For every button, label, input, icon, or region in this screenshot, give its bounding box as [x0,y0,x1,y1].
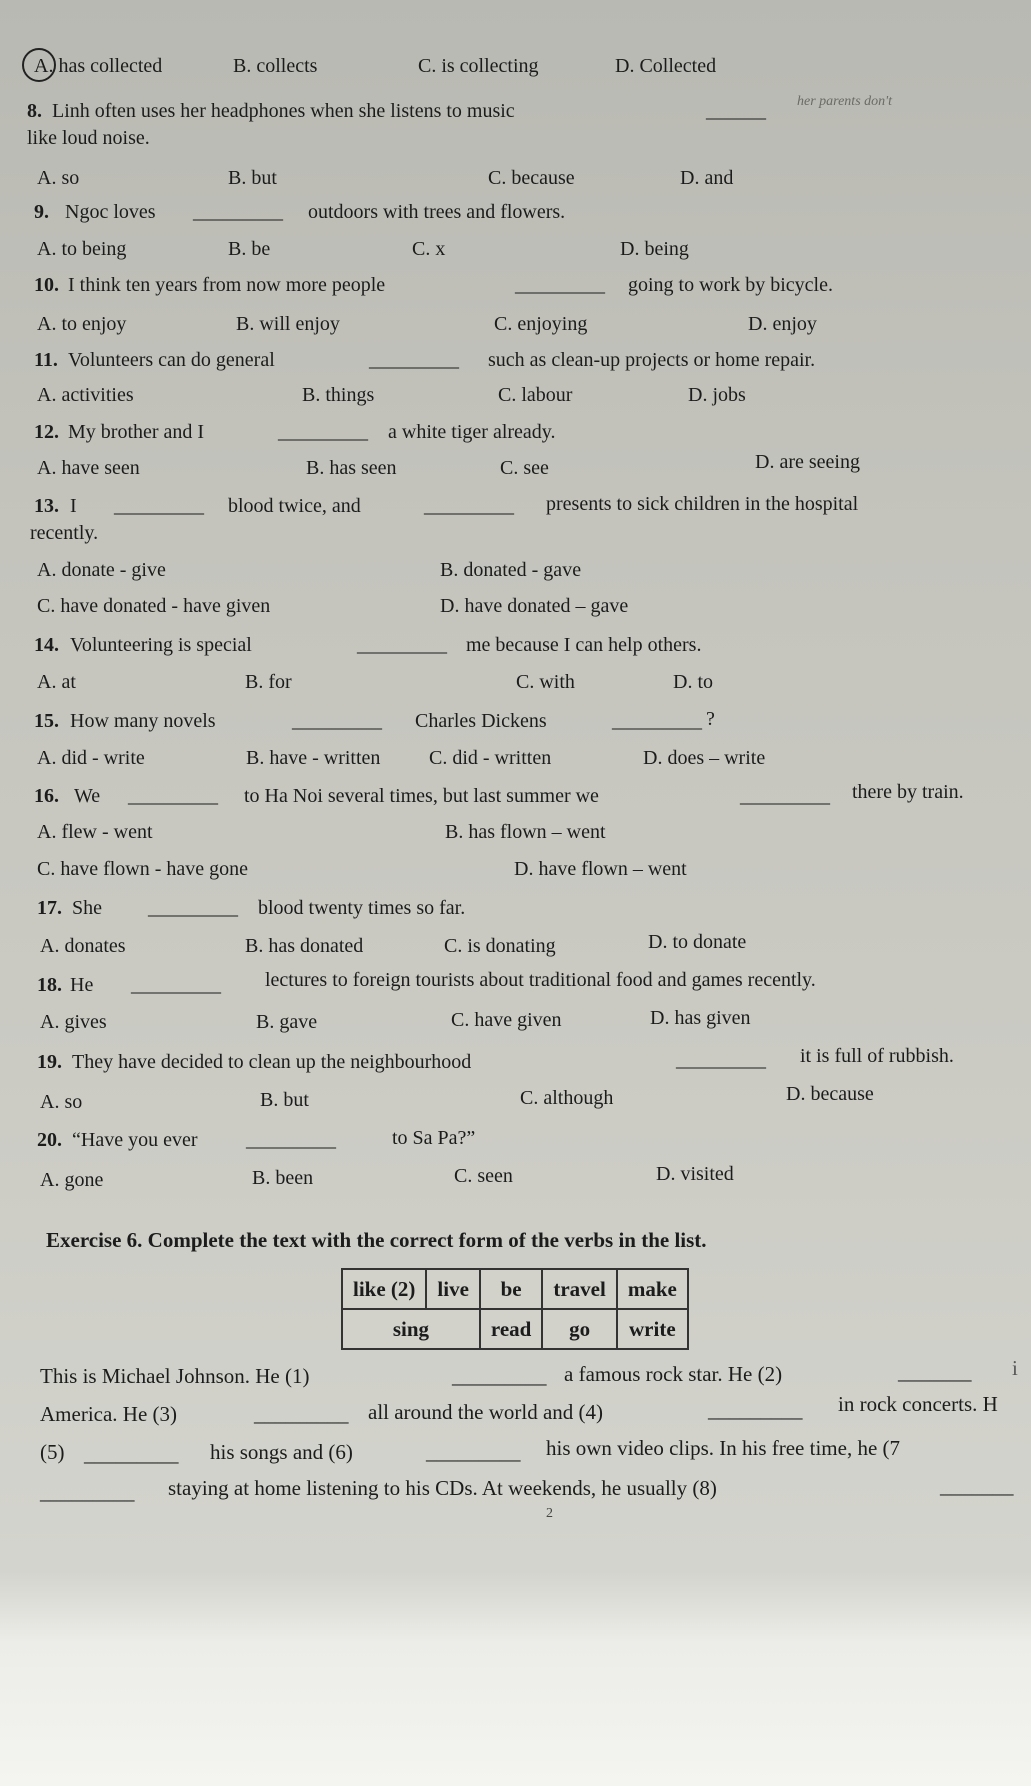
option-d: D. jobs [688,384,746,406]
passage-blank: _________ [426,1440,521,1464]
word-cell: live [426,1269,480,1309]
question-stem-continued: presents to sick children in the hospital [546,493,859,515]
question-stem: Linh often uses her headphones when she listens to music [52,100,515,122]
question-number: 18. [37,974,62,996]
question-number: 12. [34,421,59,443]
option-a: A. gives [40,1011,107,1033]
question-stem: They have decided to clean up the neighbourhood [72,1051,472,1073]
option-b: B. things [302,384,375,406]
answer-blank: _________ [114,495,204,517]
word-list-table [341,1268,689,1350]
option-b: B. be [228,238,271,260]
answer-blank-2: _________ [424,495,514,517]
option-b: B. but [260,1089,309,1111]
question-stem: Volunteering is special [70,634,252,656]
option-c: C. did - written [429,747,552,769]
answer-blank-2: _________ [740,785,830,807]
answer-blank: _________ [515,274,605,296]
option-a: A. donate - give [37,559,166,581]
option-b: B. has seen [306,457,397,479]
question-number: 13. [34,495,59,517]
passage-blank: _________ [84,1442,179,1466]
passage-text: (5) [40,1440,65,1464]
option-c: C. x [412,238,446,260]
option-a: A. have seen [37,457,140,479]
option-c: C. see [500,457,549,479]
passage-text: staying at home listening to his CDs. At weekends, he usually (8) [168,1476,717,1500]
question-stem-continued: outdoors with trees and flowers. [308,201,566,223]
passage-blank: _________ [40,1480,135,1504]
option-a: A. to enjoy [37,313,127,335]
question-stem: Ngoc loves [65,201,156,223]
passage-blank: _______ [940,1474,1014,1498]
option-c: C. is donating [444,935,556,957]
option-b: B. donated - gave [440,559,582,581]
question-stem-continued: a white tiger already. [388,421,556,443]
option-c: C. although [520,1087,614,1109]
passage-text: all around the world and (4) [368,1400,604,1424]
answer-blank: ______ [706,100,766,122]
option-b: B. been [252,1167,314,1189]
option-b: B. has flown – went [445,821,606,843]
option-a: A. to being [37,238,127,260]
passage-text: his own video clips. In his free time, he (7 [546,1436,901,1460]
option-a: A. flew - went [37,821,153,843]
question-stem: My brother and I [68,421,205,443]
word-cell: write [617,1309,688,1349]
question-number: 17. [37,897,62,919]
option-a: A. so [37,167,80,189]
answer-blank: _________ [193,201,283,223]
question-stem-continued: recently. [30,522,99,544]
question-number: 19. [37,1051,62,1073]
answer-blank: _________ [246,1129,336,1151]
option-c: C. is collecting [418,55,539,77]
option-d: D. Collected [615,55,717,77]
passage-text: his songs and (6) [210,1440,353,1464]
option-d: D. visited [656,1163,734,1185]
question-stem-continued: such as clean-up projects or home repair. [488,349,816,371]
option-c: C. seen [454,1165,513,1187]
option-b: B. have - written [246,747,381,769]
option-b: B. has donated [245,935,364,957]
option-c: C. enjoying [494,313,588,335]
passage-blank: _______ [898,1360,972,1384]
exercise-title: Exercise 6. Complete the text with the correct form of the verbs in the list. [46,1228,707,1252]
question-stem-continued: to Ha Noi several times, but last summer we [244,785,599,807]
question-stem-continued: Charles Dickens [415,710,547,732]
answer-blank: _________ [369,349,459,371]
word-cell: travel [542,1269,616,1309]
word-cell: read [480,1309,542,1349]
question-number: 8. [27,100,42,122]
option-d: D. being [620,238,689,260]
passage-text: in rock concerts. H [838,1392,998,1416]
option-d: D. and [680,167,734,189]
passage-blank: _________ [708,1398,803,1422]
question-stem-continued: going to work by bicycle. [628,274,833,296]
passage-text: a famous rock star. He (2) [564,1362,783,1386]
question-stem-continued: to Sa Pa?” [392,1127,476,1149]
option-a: A. donates [40,935,126,957]
question-stem: How many novels [70,710,216,732]
option-d: D. to donate [648,931,747,953]
option-d: D. have donated – gave [440,595,629,617]
question-stem-continued: me because I can help others. [466,634,702,656]
question-stem: I [70,495,77,517]
question-number: 16. [34,785,59,807]
option-a: A. activities [37,384,134,406]
question-stem-continued: there by train. [852,781,964,803]
option-a: A. has collected [34,55,163,77]
option-b: B. for [245,671,292,693]
answer-blank: _________ [148,897,238,919]
question-number: 10. [34,274,59,296]
page-number: 2 [546,1506,553,1521]
question-number: 9. [34,201,49,223]
question-stem: He [70,974,94,996]
question-stem-continued: it is full of rubbish. [800,1045,954,1067]
answer-blank: _________ [278,421,368,443]
answer-blank: _________ [676,1049,766,1071]
answer-blank: _________ [128,785,218,807]
question-stem: I think ten years from now more people [68,274,386,296]
question-stem: She [72,897,102,919]
option-c: C. with [516,671,575,693]
option-d: D. has given [650,1007,751,1029]
option-a: A. gone [40,1169,104,1191]
passage-blank: _________ [452,1364,547,1388]
passage-text: i [1012,1356,1018,1380]
word-cell: like (2) [342,1269,426,1309]
option-a: A. did - write [37,747,145,769]
option-c: C. labour [498,384,573,406]
option-a: A. at [37,671,76,693]
option-b: B. will enjoy [236,313,340,335]
answer-blank: _________ [292,710,382,732]
passage-text: America. He (3) [40,1402,178,1426]
option-b: B. gave [256,1011,318,1033]
option-d: D. because [786,1083,874,1105]
word-cell: go [542,1309,616,1349]
option-d: D. enjoy [748,313,817,335]
question-stem-continued: ? [706,708,715,730]
answer-blank: _________ [131,974,221,996]
option-b: B. collects [233,55,318,77]
question-number: 20. [37,1129,62,1151]
option-d: D. have flown – went [514,858,687,880]
question-stem-continued: blood twice, and [228,495,361,517]
option-d: D. are seeing [755,451,860,473]
option-b: B. but [228,167,277,189]
option-d: D. does – write [643,747,766,769]
question-stem: “Have you ever [72,1129,198,1151]
question-stem-continued: lectures to foreign tourists about traditional food and games recently. [265,969,816,991]
word-cell: make [617,1269,688,1309]
option-c: C. have donated - have given [37,595,271,617]
option-c: C. have flown - have gone [37,858,249,880]
passage-text: This is Michael Johnson. He (1) [40,1364,310,1388]
answer-blank-2: _________ [612,710,702,732]
option-d: D. to [673,671,713,693]
side-note: her parents don't [797,94,893,109]
question-number: 14. [34,634,59,656]
passage-blank: _________ [254,1402,349,1426]
question-stem: We [74,785,101,807]
question-stem-continued: like loud noise. [27,127,150,149]
question-stem-continued: blood twenty times so far. [258,897,466,919]
question-number: 15. [34,710,59,732]
option-a: A. so [40,1091,83,1113]
question-stem: Volunteers can do general [68,349,275,371]
option-c: C. because [488,167,575,189]
word-cell: be [480,1269,542,1309]
word-cell: sing [342,1309,480,1349]
answer-blank: _________ [357,634,447,656]
option-c: C. have given [451,1009,562,1031]
question-number: 11. [34,349,58,371]
